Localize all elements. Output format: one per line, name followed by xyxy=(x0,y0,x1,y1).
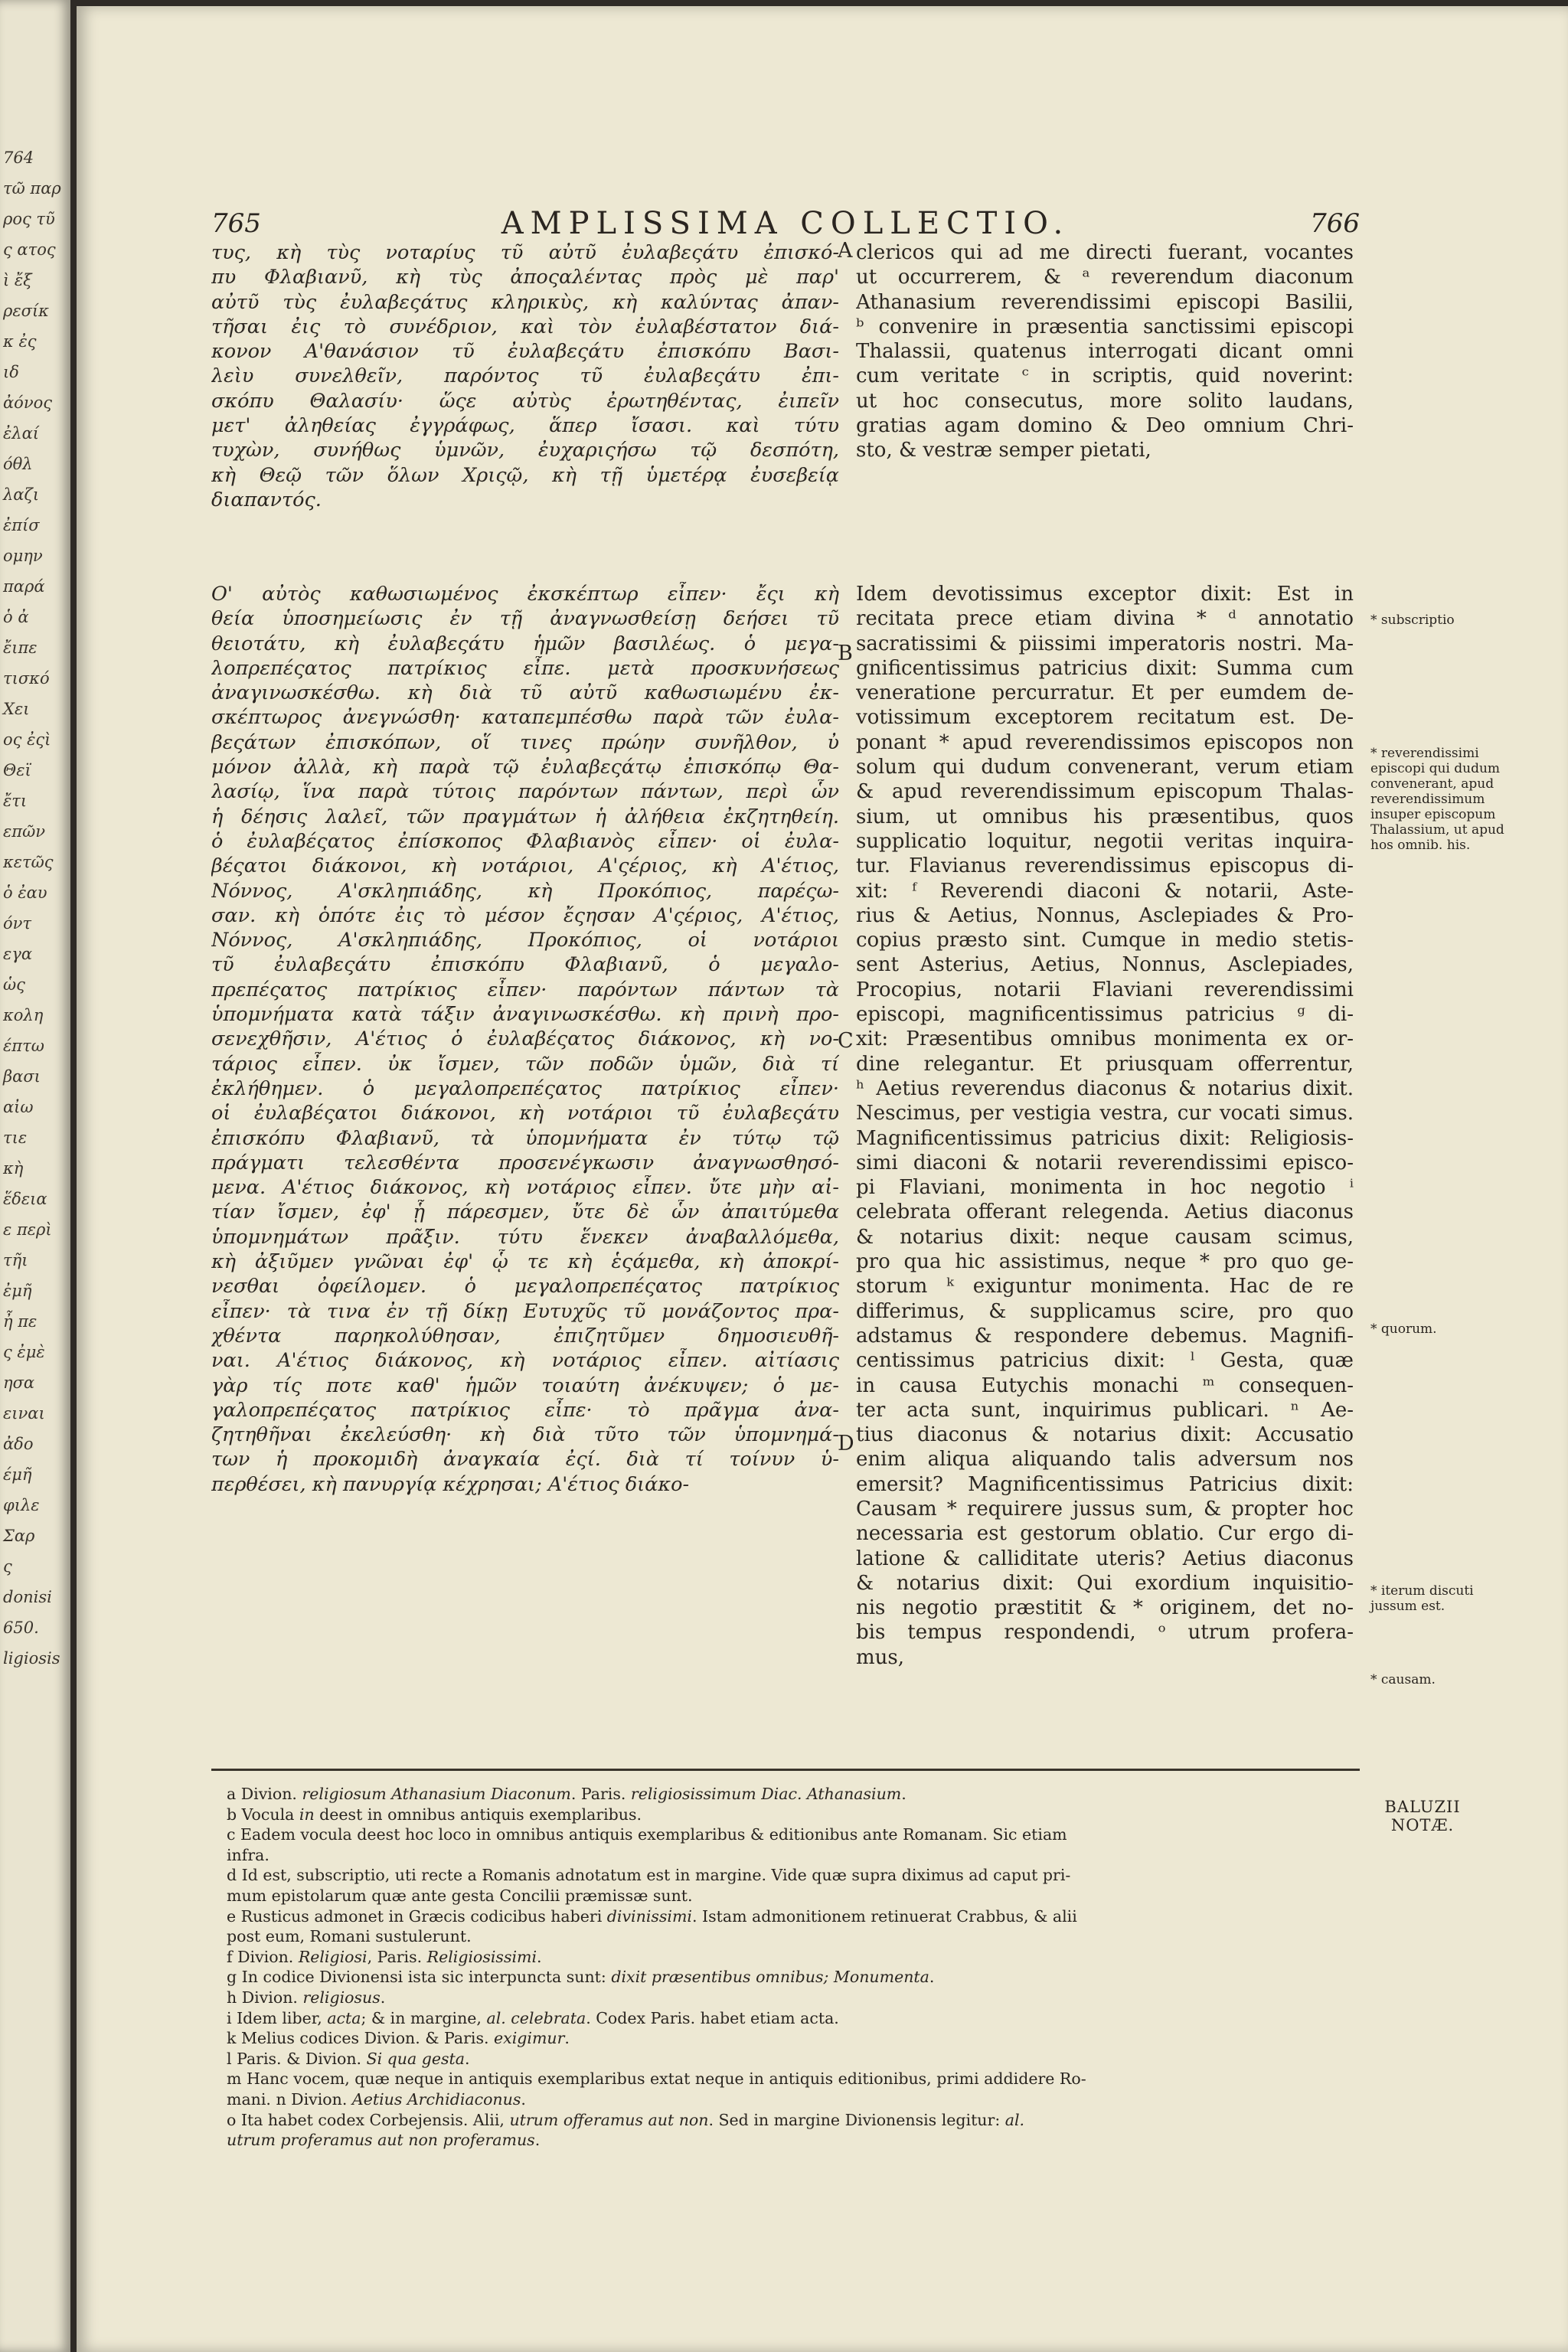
previous-page-fragment: ομην xyxy=(3,547,43,565)
side-note-iterum: * iterum discuti jussum est. xyxy=(1370,1583,1474,1614)
greek-line: βεςάτων ἐπισκόπων, οἵ τινες πρώην συνῆλθον, ὐ xyxy=(211,730,839,754)
greek-line: κὴ Θεῷ τῶν ὅλων Χριςῷ, κὴ τῇ ὑμετέρᾳ ἐυσεβείᾳ xyxy=(211,463,839,487)
previous-page-fragment: ος ἐςὶ xyxy=(3,730,51,749)
previous-page-fragment: ἔιπε xyxy=(3,639,38,657)
previous-page-fragment: ὡς xyxy=(3,975,25,994)
footnote-part: k Melius codices Divion. & Paris. xyxy=(227,2029,495,2048)
footnote-part: utrum offeramus aut non xyxy=(509,2110,709,2129)
latin-line: ut hoc consecutus, more solito laudans, xyxy=(856,389,1354,413)
latin-line: episcopi, magnificentissimus patricius ᵍ di- xyxy=(856,1003,1354,1027)
greek-line: τάριος εἶπεν. ὐκ ἴσμεν, τῶν ποδῶν ὑμῶν, διὰ τί xyxy=(211,1052,839,1076)
greek-line: λοπρεπέςατος πατρίκιος εἶπε. μετὰ προσκυνήσεως xyxy=(211,656,839,680)
previous-page-fragment: ligiosis xyxy=(3,1649,60,1668)
previous-page-fragment: τιε xyxy=(3,1129,28,1147)
footnote-part: mum epistolarum quæ ante gesta Concilii præmissæ sunt. xyxy=(227,1886,693,1905)
previous-page-fragment: ἔτι xyxy=(3,792,28,810)
greek-line: τυς, κὴ τὺς νοταρίυς τῦ αὐτῦ ἐυλαβεςάτυ ἐπισκό- xyxy=(211,241,839,264)
footnote-line xyxy=(227,2110,1360,2131)
footnote-part: . xyxy=(380,1988,386,2007)
footnote-line xyxy=(227,2089,1360,2110)
running-title: AMPLISSIMA COLLECTIO. xyxy=(501,206,1070,241)
latin-line: votissimum exceptorem recitatum est. De- xyxy=(856,706,1354,730)
footnote-line xyxy=(227,2069,1360,2089)
greek-line: περθέσει, κὴ πανυργίᾳ κέχρησαι; Α'έτιος διάκο- xyxy=(211,1472,690,1496)
latin-line: dine relegantur. Et priusquam offerrentur, xyxy=(856,1052,1354,1076)
greek-column-block-1 xyxy=(211,240,839,512)
side-note-quorum: * quorum. xyxy=(1370,1321,1437,1337)
footnote-part: . Sed in margine Divionensis legitur: xyxy=(708,2110,1005,2129)
latin-line: tius diaconus & notarius dixit: Accusatio xyxy=(856,1423,1354,1447)
previous-page-fragment: τῶ παρ xyxy=(3,179,61,198)
latin-line: ʰ Aetius reverendus diaconus & notarius dixit. xyxy=(856,1076,1354,1100)
previous-page-fragment: ησα xyxy=(3,1374,35,1392)
footnote-part: b Vocula xyxy=(227,1805,299,1824)
previous-page-fragment: donisi xyxy=(3,1588,52,1606)
latin-line: sto, & vestræ semper pietati, xyxy=(856,439,1152,462)
greek-line: Ο' αὐτὸς καθωσιωμένος ἐκσκέπτωρ εἶπεν· ἔςι κὴ xyxy=(211,583,839,606)
latin-line: pro qua hic assistimus, neque * pro quo ge- xyxy=(856,1250,1354,1274)
previous-page-fragment: 650. xyxy=(3,1619,39,1637)
footnote-part: in xyxy=(299,1805,315,1824)
latin-line: necessaria est gestorum oblatio. Cur ergo di- xyxy=(856,1522,1354,1546)
previous-page-fragment: όντ xyxy=(3,914,32,933)
greek-line: ὑπομνημάτων πρᾶξιν. τύτυ ἕνεκεν ἀναβαλλόμεθα, xyxy=(211,1225,839,1249)
greek-line: σαν. κὴ ὁπότε ἐις τὸ μέσον ἔςησαν Α'ςέριος, Α'έτιος, xyxy=(211,903,839,927)
previous-page-fragment: κ ἐς xyxy=(3,332,37,351)
latin-line: rius & Aetius, Nonnus, Asclepiades & Pro- xyxy=(856,903,1354,927)
footnote-line xyxy=(227,2028,1360,2049)
latin-line: veneratione percurratur. Et per eumdem de- xyxy=(856,681,1354,705)
footnote-part: utrum proferamus aut non proferamus xyxy=(227,2131,535,2150)
previous-page-fragment: Χει xyxy=(3,700,30,718)
latin-line: differimus, & supplicamus scire, pro quo xyxy=(856,1299,1354,1323)
greek-line: σκέπτωρος ἀνεγνώσθη· καταπεμπέσθω παρὰ τῶν ἐυλα- xyxy=(211,706,839,730)
footnote-line xyxy=(227,1784,1360,1805)
footnote-part: acta xyxy=(327,2008,361,2027)
previous-page-fragment: φιλε xyxy=(3,1496,40,1514)
previous-page-edge xyxy=(0,0,70,2352)
latin-line: Thalassii, quatenus interrogati dicant omni xyxy=(856,340,1354,364)
footnote-line xyxy=(227,1967,1360,1988)
greek-line: λεὶυ συνελθεῖν, παρόντος τῦ ἐυλαβεςάτυ ἐπι- xyxy=(211,364,839,388)
footnote-line xyxy=(227,1805,1360,1825)
footnote-line xyxy=(227,1845,1360,1866)
greek-column-block-2 xyxy=(211,582,839,1497)
greek-line: ἐκλήθημεν. ὁ μεγαλοπρεπέςατος πατρίκιος εἶπεν· xyxy=(211,1076,839,1100)
latin-line: Procopius, notarii Flaviani reverendissimi xyxy=(856,978,1354,1001)
previous-page-fragment: έμῆ xyxy=(3,1465,32,1484)
previous-page-fragment: ἐπίσ xyxy=(3,516,40,534)
footnote-part: . Codex Paris. habet etiam acta. xyxy=(586,2008,839,2027)
footnote-part: deest in omnibus antiquis exemplaribus. xyxy=(314,1805,642,1824)
previous-page-fragment: κολη xyxy=(3,1006,44,1024)
footnote-line xyxy=(227,1886,1360,1906)
latin-line: & notarius dixit: neque causam scimus, xyxy=(856,1225,1354,1249)
previous-page-fragment: ς ἐμὲ xyxy=(3,1343,45,1361)
greek-line: ζητηθῆναι ἐκελεύσθη· κὴ διὰ τῦτο τῶν ὑπομνημά- xyxy=(211,1423,839,1447)
greek-line: θειοτάτυ, κὴ ἐυλαβεςάτυ ἡμῶν βασιλέως. ὁ μεγα- xyxy=(211,632,839,655)
previous-page-fragment: ἀόνος xyxy=(3,394,52,412)
greek-line: οἱ ἐυλαβέςατοι διάκονοι, κὴ νοτάριοι τῦ ἐυλαβεςάτυ xyxy=(211,1102,839,1125)
margin-letter-b: B xyxy=(838,642,853,665)
latin-line: adstamus & respondere debemus. Magnifi- xyxy=(856,1324,1354,1348)
margin-letter-c: C xyxy=(838,1029,854,1053)
side-note-reverendissimi: * reverendissimi episcopi qui dudum convenerant, apud reverendissimum insuper episcopum Thalassium, ut apud hos omnib. his. xyxy=(1370,746,1504,853)
footnote-part: religiosum Athanasium Diaconum xyxy=(302,1785,571,1803)
greek-line: λασίῳ, ἵνα παρὰ τύτοις παρόντων πάντων, περὶ ὧν xyxy=(211,780,839,804)
footnote-part: i Idem liber, xyxy=(227,2008,328,2027)
previous-page-fragment: ὁ ἐαυ xyxy=(3,884,47,902)
latin-line: Causam * requirere jussus sum, & propter hoc xyxy=(856,1497,1354,1521)
latin-line: pi Flaviani, monimenta in hoc negotio ⁱ xyxy=(856,1176,1354,1200)
previous-page-fragment: κὴ xyxy=(3,1159,24,1178)
latin-line: mus, xyxy=(856,1645,905,1669)
previous-page-fragment: επῶν xyxy=(3,822,45,841)
latin-line: latione & calliditate uteris? Aetius diaconus xyxy=(856,1547,1354,1570)
previous-page-fragment: λαζι xyxy=(3,485,40,504)
latin-column-block-2 xyxy=(856,582,1354,1670)
previous-page-fragment: έπτω xyxy=(3,1037,44,1055)
latin-line: sium, ut omnibus his præsentibus, quos xyxy=(856,805,1354,828)
previous-page-fragment: ἀδο xyxy=(3,1435,34,1453)
greek-line: γὰρ τίς ποτε καθ' ἡμῶν τοιαύτη ἀνέκυψεν; ὁ με- xyxy=(211,1374,839,1397)
footnote-line xyxy=(227,1988,1360,2008)
greek-line: κονον Α'θανάσιον τῦ ἐυλαβεςάτυ ἐπισκόπυ Βασι- xyxy=(211,340,839,364)
greek-line: Νόννος, Α'σκληπιάδης, κὴ Προκόπιος, παρέςω- xyxy=(211,879,839,903)
latin-line: ut occurrerem, & ᵃ reverendum diaconum xyxy=(856,266,1354,289)
latin-line: sacratissimi & piissimi imperatoris nostri. Ma- xyxy=(856,632,1354,655)
footnote-line xyxy=(227,1824,1360,1845)
footnote-part: o Ita habet codex Corbejensis. Alii, xyxy=(227,2110,510,2129)
previous-page-fragment: ιδ xyxy=(3,363,19,381)
footnote-part: h Divion. xyxy=(227,1988,303,2007)
footnote-part: c Eadem vocula deest hoc loco in omnibus antiquis exemplaribus & editionibus ante Romanam. Sic etiam xyxy=(227,1825,1067,1844)
latin-line: Idem devotissimus exceptor dixit: Est in xyxy=(856,583,1354,606)
latin-line: gnificentissimus patricius dixit: Summa cum xyxy=(856,656,1354,680)
latin-line: in causa Eutychis monachi ᵐ consequen- xyxy=(856,1374,1354,1397)
greek-line: ὁ ἐυλαβέςατος ἐπίσκοπος Φλαβιανὸς εἶπεν· οἱ ἐυλα- xyxy=(211,829,839,853)
greek-line: γαλοπρεπέςατος πατρίκιος εἶπε· τὸ πρᾶγμα ἀνα- xyxy=(211,1398,839,1422)
footnote-part: dixit præsentibus omnibus; Monumenta xyxy=(611,1968,929,1987)
latin-line: storum ᵏ exiguntur monimenta. Hac de re xyxy=(856,1275,1354,1298)
greek-line: ὑπομνήματα κατὰ τάξιν ἀναγινωσκέσθω. κὴ πρινὴ προ- xyxy=(211,1003,839,1027)
latin-line: emersit? Magnificentissimus Patricius dixit: xyxy=(856,1472,1354,1496)
footnote-part: . xyxy=(564,2029,570,2048)
greek-line: τίαν ἴσμεν, ἐφ' ᾗ πάρεσμεν, ὔτε δὲ ὧν ἀπαιτύμεθα xyxy=(211,1200,839,1224)
previous-page-fragment: ς ατος xyxy=(3,240,56,259)
footnote-part: religiosissimum Diac. Athanasium xyxy=(630,1785,902,1803)
previous-page-fragment: ἐλαί xyxy=(3,424,39,443)
greek-line: διαπαντός. xyxy=(211,488,322,511)
latin-line: xit: ᶠ Reverendi diaconi & notarii, Aste- xyxy=(856,879,1354,903)
greek-line: αὐτῦ τὺς ἐυλαβεςάτυς κληρικὺς, κὴ καλύντας ἀπαν- xyxy=(211,290,839,314)
footnote-line xyxy=(227,2049,1360,2069)
footnote-rule xyxy=(211,1769,1360,1771)
latin-line: copius præsto sint. Cumque in medio stetis- xyxy=(856,929,1354,952)
latin-column-block-1 xyxy=(856,240,1354,463)
footnote-part: a Divion. xyxy=(227,1785,302,1803)
footnote-line xyxy=(227,1865,1360,1886)
latin-line: ponant * apud reverendissimos episcopos non xyxy=(856,730,1354,754)
previous-page-fragment: Θεϊ xyxy=(3,761,31,779)
footnote-part: Religiosi xyxy=(298,1947,368,1966)
latin-line: & apud reverendissimum episcopum Thalas- xyxy=(856,780,1354,804)
previous-page-fragment: ἕδεια xyxy=(3,1190,47,1208)
footnote-part: Religiosissimi xyxy=(426,1947,537,1966)
footnote-part: . Paris. xyxy=(570,1785,631,1803)
greek-line: μετ' ἀληθείας ἐγγράφως, ἅπερ ἴσασι. καὶ τύτυ xyxy=(211,414,839,438)
latin-line: Nescimus, per vestigia vestra, cur vocati simus. xyxy=(856,1102,1354,1125)
footnote-part: m Hanc vocem, quæ neque in antiquis exemplaribus extat neque in antiquis editionibus, primi addidere Ro- xyxy=(227,2069,1086,2089)
footnote-part: . xyxy=(534,2131,541,2150)
footnotes xyxy=(227,1784,1360,2151)
greek-line: θεία ὑποσημείωσις ἐν τῇ ἀναγνωσθείσῃ δεήσει τῦ xyxy=(211,607,839,631)
baluzii-notae-label xyxy=(1369,1798,1476,1834)
greek-line: βέςατοι διάκονοι, κὴ νοτάριοι, Α'ςέριος, κὴ Α'έτιος, xyxy=(211,854,839,878)
footnote-part: . xyxy=(901,1785,906,1803)
margin-letter-d: D xyxy=(838,1432,854,1455)
margin-letter-a: A xyxy=(838,239,853,263)
greek-line: εἶπεν· τὰ τινα ἐν τῇ δίκῃ Ευτυχῦς τῦ μονάζοντος πρα- xyxy=(211,1299,839,1323)
latin-line: clericos qui ad me directi fuerant, vocantes xyxy=(856,241,1354,264)
previous-page-fragment: Σαρ xyxy=(3,1527,35,1545)
latin-line: & notarius dixit: Qui exordium inquisitio- xyxy=(856,1571,1354,1595)
footnote-line xyxy=(227,2130,1360,2151)
previous-page-fragment: 764 xyxy=(3,149,34,167)
latin-line: sent Asterius, Aetius, Nonnus, Asclepiades, xyxy=(856,953,1354,977)
latin-line: enim aliqua aliquando talis adversum nos xyxy=(856,1448,1354,1472)
footnote-part: infra. xyxy=(227,1845,270,1864)
previous-page-fragment: ρος τῦ xyxy=(3,210,55,228)
footnote-part: . xyxy=(929,1968,935,1987)
baluzii-label-line-2: NOTÆ. xyxy=(1390,1816,1455,1834)
footnote-part: religiosus xyxy=(302,1988,381,2007)
previous-page-fragment: κετῶς xyxy=(3,853,54,871)
greek-line: των ἡ προκομιδὴ ἀναγκαία ἐςί. διὰ τί τοίνυν ὑ- xyxy=(211,1448,839,1472)
latin-line: tur. Flavianus reverendissimus episcopus di- xyxy=(856,854,1354,878)
greek-line: σενεχθῆσιν, Α'έτιος ὁ ἐυλαβέςατος διάκονος, κὴ νο- xyxy=(211,1027,839,1051)
greek-line: σκόπυ Θαλασίυ· ὥςε αὐτὺς ἐρωτηθέντας, ἐιπεῖν xyxy=(211,389,839,413)
side-note-subscriptio: * subscriptio xyxy=(1370,612,1455,628)
previous-page-fragment: βασι xyxy=(3,1067,41,1086)
latin-line: simi diaconi & notarii reverendissimi episco- xyxy=(856,1151,1354,1174)
previous-page-fragment: ς xyxy=(3,1557,12,1576)
greek-line: πυ Φλαβιανῦ, κὴ τὺς ἀποςαλέντας πρὸς μὲ παρ' xyxy=(211,266,839,289)
footnote-part: l Paris. & Divion. xyxy=(227,2049,367,2068)
latin-line: Athanasium reverendissimi episcopi Basilii, xyxy=(856,290,1354,314)
latin-line: bis tempus respondendi, ᵒ utrum profera- xyxy=(856,1621,1354,1645)
footnote-line xyxy=(227,2008,1360,2029)
latin-line: celebrata offerant relegenda. Aetius diaconus xyxy=(856,1200,1354,1224)
right-page-number: 766 xyxy=(1310,208,1360,239)
footnote-part: ; & in margine, xyxy=(361,2008,487,2027)
footnote-part: al. xyxy=(1004,2110,1025,2129)
footnote-part: . xyxy=(537,1947,542,1966)
left-page-number: 765 xyxy=(211,208,261,239)
previous-page-fragment: ρεσίκ xyxy=(3,302,49,320)
footnote-part: post eum, Romani sustulerunt. xyxy=(227,1927,472,1946)
greek-line: ἡ δέησις λαλεῖ, τῶν πραγμάτων ἡ ἀλήθεια ἐκζητηθείη. xyxy=(211,805,839,828)
latin-line: xit: Præsentibus omnibus monimenta ex or- xyxy=(856,1027,1354,1051)
previous-page-fragment: ἐμῆ xyxy=(3,1282,32,1300)
greek-line: τῆσαι ἐις τὸ συνέδριον, καὶ τὸν ἐυλαβέστατον διά- xyxy=(211,315,839,338)
footnote-line xyxy=(227,1947,1360,1968)
footnote-part: d Id est, subscriptio, uti recte a Romanis adnotatum est in margine. Vide quæ supra diximus ad caput pri- xyxy=(227,1866,1071,1885)
latin-line: ter acta sunt, inquirimus publicari. ⁿ Ae- xyxy=(856,1398,1354,1422)
greek-line: Νόννος, Α'σκληπιάδης, Προκόπιος, οἱ νοτάριοι xyxy=(211,929,839,952)
footnote-part: g In codice Divionensi ista sic interpuncta sunt: xyxy=(227,1968,612,1987)
latin-line: ᵇ convenire in præsentia sanctissimi episcopi xyxy=(856,315,1354,338)
footnote-part: Si qua gesta xyxy=(366,2049,465,2068)
footnote-part: divinissimi xyxy=(606,1906,692,1926)
latin-line: centissimus patricius dixit: ˡ Gesta, quæ xyxy=(856,1349,1354,1373)
greek-line: μόνον ἀλλὰ, κὴ παρὰ τῷ ἐυλαβεςάτῳ ἐπισκόπῳ Θα- xyxy=(211,756,839,779)
previous-page-fragment: τῆι xyxy=(3,1251,28,1269)
previous-page-fragment: ὶ ἔξ xyxy=(3,271,32,289)
footnote-part: Aetius Archidiaconus xyxy=(351,2089,521,2109)
greek-line: μενα. Α'έτιος διάκονος, κὴ νοτάριος εἶπεν. ὔτε μὴν αἰ- xyxy=(211,1176,839,1200)
running-header xyxy=(211,207,1360,240)
footnote-part: mani. n Divion. xyxy=(227,2089,352,2109)
greek-line: χθέντα παρηκολύθησαν, ἐπιζητῦμεν δημοσιευθῆ- xyxy=(211,1324,839,1348)
footnote-part: exigimur xyxy=(494,2029,565,2048)
footnote-part: e Rusticus admonet in Græcis codicibus haberi xyxy=(227,1906,607,1926)
greek-line: νεσθαι ὀφείλομεν. ὁ μεγαλοπρεπέςατος πατρίκιος xyxy=(211,1275,839,1298)
footnote-part: . Istam admonitionem retinuerat Crabbus, & alii xyxy=(691,1906,1077,1926)
greek-line: κὴ ἀξιῦμεν γνῶναι ἐφ' ᾧ τε κὴ ἑςάμεθα, κὴ ἀποκρί- xyxy=(211,1250,839,1274)
latin-line: recitata prece etiam divina * ᵈ annotatio xyxy=(856,607,1354,631)
greek-line: πράγματι τελεσθέντα προσενέγκωσιν ἀναγνωσθησό- xyxy=(211,1151,839,1174)
greek-line: ἀναγινωσκέσθω. κὴ διὰ τῦ αὐτῦ καθωσιωμένυ ἐκ- xyxy=(211,681,839,705)
footnote-part: f Divion. xyxy=(227,1947,299,1966)
greek-line: ναι. Α'έτιος διάκονος, κὴ νοτάριος εἶπεν. αἰτίασις xyxy=(211,1349,839,1373)
previous-page-fragment: αἰω xyxy=(3,1098,34,1116)
greek-line: πρεπέςατος πατρίκιος εἶπεν· παρόντων πάντων τὰ xyxy=(211,978,839,1001)
previous-page-fragment: παρά xyxy=(3,577,45,596)
footnote-line xyxy=(227,1906,1360,1927)
greek-line: τυχὼν, συνήθως ὑμνῶν, ἐυχαριςήσω τῷ δεσπότη, xyxy=(211,439,839,462)
latin-line: nis negotio præstitit & * originem, det no- xyxy=(856,1596,1354,1620)
greek-line: ἐπισκόπυ Φλαβιανῦ, τὰ ὑπομνήματα ἐν τύτῳ τῷ xyxy=(211,1126,839,1150)
latin-line: solum qui dudum convenerant, verum etiam xyxy=(856,756,1354,779)
previous-page-fragment: όθλ xyxy=(3,455,33,473)
footnote-part: , Paris. xyxy=(367,1947,427,1966)
footnote-part: . xyxy=(464,2049,470,2068)
footnote-part: . xyxy=(521,2089,526,2109)
previous-page-fragment: ειναι xyxy=(3,1404,45,1423)
previous-page-fragment: ἦ πε xyxy=(3,1312,38,1331)
page xyxy=(77,6,1568,2352)
footnote-line xyxy=(227,1926,1360,1947)
latin-line: Magnificentissimus patricius dixit: Religiosis- xyxy=(856,1126,1354,1150)
latin-line: gratias agam domino & Deo omnium Chri- xyxy=(856,414,1354,438)
previous-page-fragment: ε περὶ xyxy=(3,1220,52,1239)
greek-line: τῦ ἐυλαβεςάτυ ἐπισκόπυ Φλαβιανῦ, ὁ μεγαλο- xyxy=(211,953,839,977)
latin-line: cum veritate ᶜ in scriptis, quid noverint: xyxy=(856,364,1354,388)
previous-page-fragment: εγα xyxy=(3,945,33,963)
previous-page-fragment: τισκό xyxy=(3,669,50,688)
side-note-causam: * causam. xyxy=(1370,1672,1436,1687)
previous-page-fragment: ὁ ἀ xyxy=(3,608,29,626)
footnote-part: al. celebrata xyxy=(486,2008,586,2027)
latin-line: supplicatio loquitur, negotii veritas inquira- xyxy=(856,829,1354,853)
baluzii-label-line-1: BALUZII xyxy=(1384,1798,1461,1816)
